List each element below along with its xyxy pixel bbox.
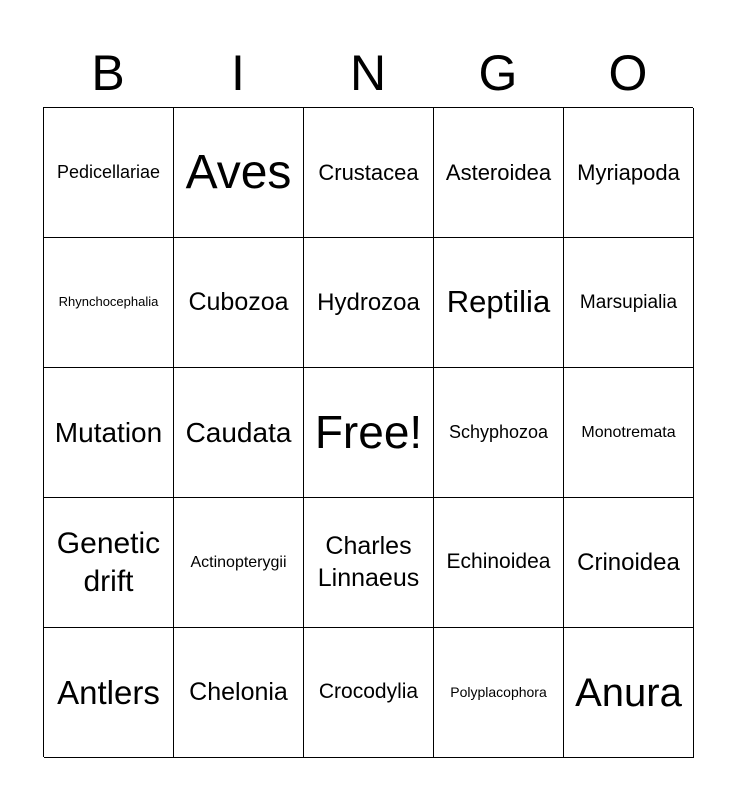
- bingo-cell[interactable]: [564, 368, 694, 498]
- cell-label: Cubozoa: [188, 287, 289, 316]
- cell-label: Genetic drift: [56, 527, 161, 598]
- cell-label: Chelonia: [189, 677, 288, 706]
- cell-label: Crinoidea: [577, 548, 680, 576]
- bingo-cell[interactable]: [174, 498, 304, 628]
- cell-label: Charles Linnaeus: [317, 532, 420, 592]
- cell-label: Pedicellariae: [56, 162, 161, 183]
- cell-label: Monotremata: [581, 423, 676, 441]
- bingo-cell[interactable]: [44, 628, 174, 758]
- bingo-cell[interactable]: [44, 238, 174, 368]
- bingo-cell[interactable]: [434, 498, 564, 628]
- bingo-cell[interactable]: [564, 238, 694, 368]
- header-letter-b: B: [91, 45, 125, 101]
- bingo-grid: [43, 107, 693, 757]
- header-letter-o: O: [608, 45, 648, 101]
- cell-label: Rhynchocephalia: [58, 294, 159, 310]
- cell-label: Hydrozoa: [317, 288, 420, 316]
- cell-label: Crustacea: [318, 159, 419, 185]
- cell-label: Myriapoda: [577, 159, 680, 185]
- cell-label: Echinoidea: [446, 550, 551, 574]
- bingo-cell[interactable]: [304, 238, 434, 368]
- cell-label: Crocodylia: [318, 680, 419, 704]
- cell-label: Mutation: [54, 417, 163, 448]
- bingo-cell[interactable]: [304, 498, 434, 628]
- bingo-cell[interactable]: [434, 628, 564, 758]
- cell-label: Free!: [314, 405, 423, 458]
- bingo-cell[interactable]: [174, 238, 304, 368]
- bingo-cell[interactable]: [304, 108, 434, 238]
- cell-label: Reptilia: [446, 284, 551, 320]
- header-letter-i: I: [231, 45, 245, 101]
- bingo-header: [43, 40, 693, 106]
- bingo-cell[interactable]: [174, 628, 304, 758]
- bingo-cell[interactable]: [564, 628, 694, 758]
- bingo-cell[interactable]: [44, 368, 174, 498]
- bingo-cell[interactable]: [44, 108, 174, 238]
- bingo-cell[interactable]: [434, 368, 564, 498]
- cell-label: Marsupialia: [579, 291, 678, 313]
- bingo-cell[interactable]: [174, 368, 304, 498]
- bingo-cell[interactable]: [564, 498, 694, 628]
- bingo-cell[interactable]: [434, 108, 564, 238]
- header-letter-g: G: [478, 45, 518, 101]
- bingo-cell[interactable]: [304, 628, 434, 758]
- free-space-cell[interactable]: [304, 368, 434, 498]
- cell-label: Actinopterygii: [190, 553, 287, 571]
- bingo-cell[interactable]: [44, 498, 174, 628]
- bingo-cell[interactable]: [434, 238, 564, 368]
- cell-label: Anura: [575, 670, 682, 715]
- cell-label: Antlers: [57, 673, 160, 711]
- bingo-cell[interactable]: [564, 108, 694, 238]
- cell-label: Schyphozoa: [448, 422, 549, 443]
- cell-label: Caudata: [185, 417, 292, 448]
- cell-label: Asteroidea: [445, 159, 552, 185]
- cell-label: Aves: [185, 145, 292, 199]
- cell-label: Polyplacophora: [450, 683, 547, 700]
- header-letter-n: N: [349, 45, 387, 101]
- bingo-cell[interactable]: [174, 108, 304, 238]
